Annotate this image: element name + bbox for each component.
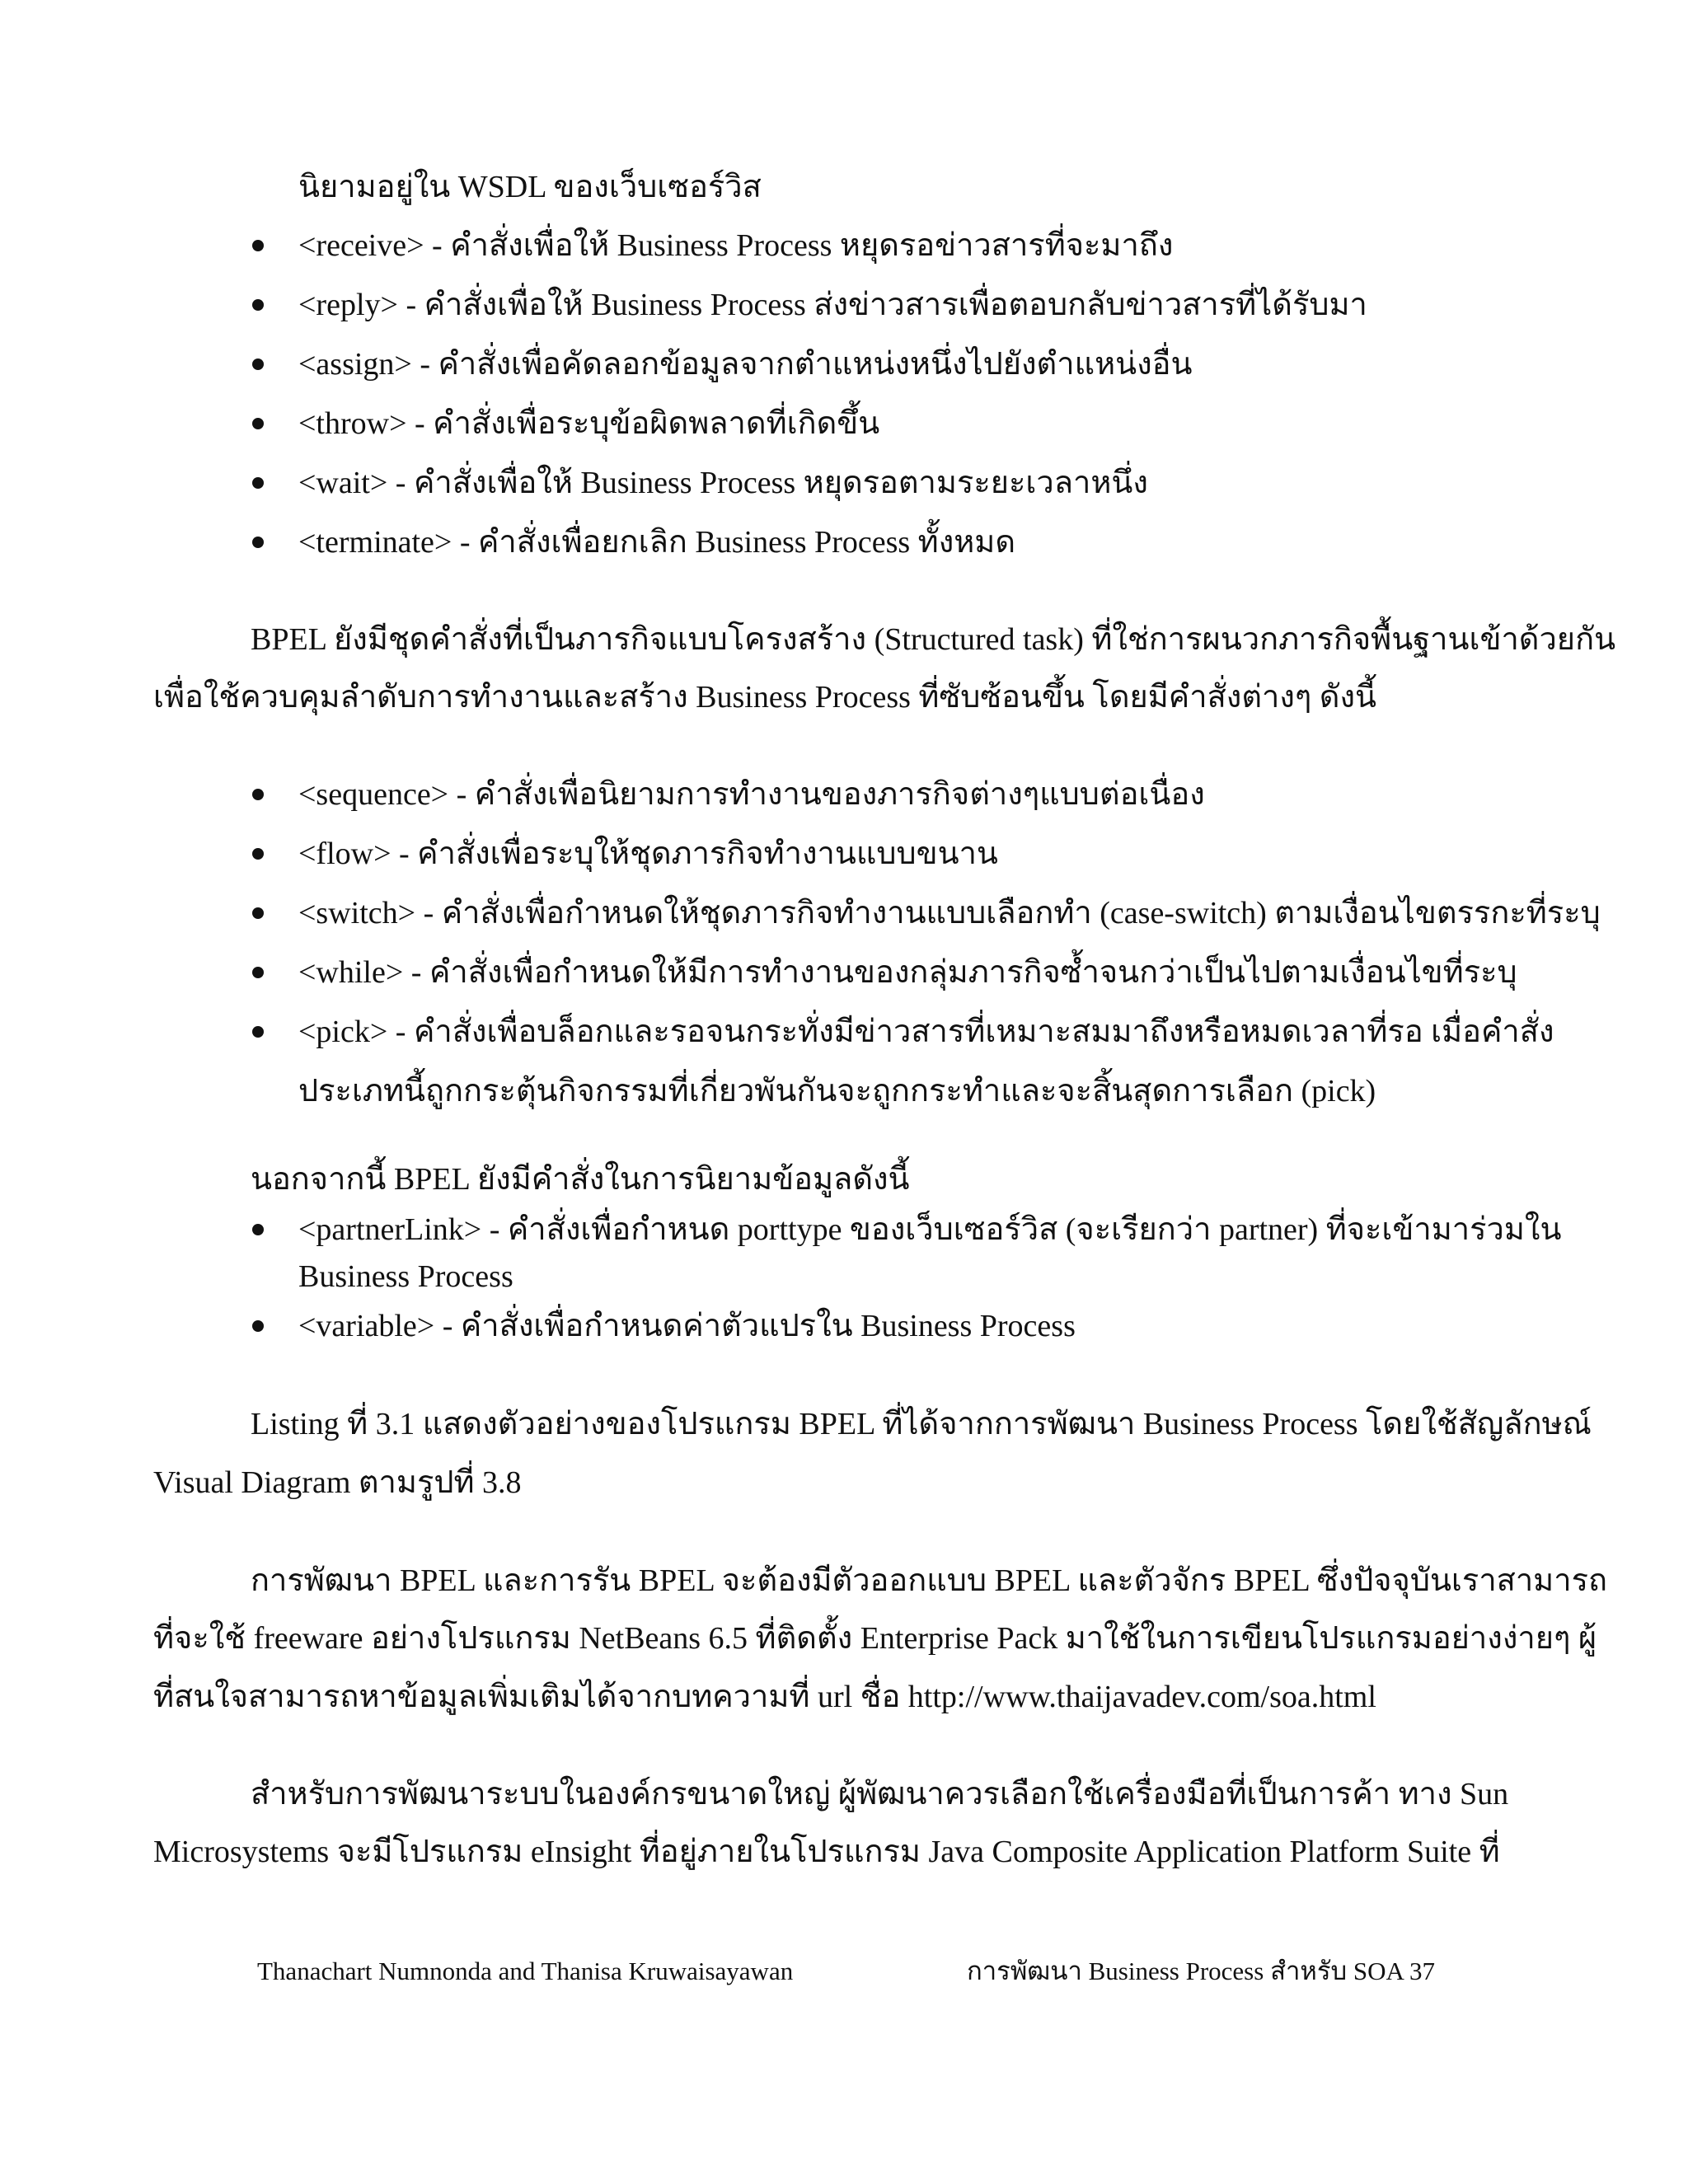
bullet-icon bbox=[252, 359, 264, 370]
list-item-continuation: ประเภทนี้ถูกกระตุ้นกิจกรรมที่เกี่ยวพันกันจะถูกกระทำและจะสิ้นสุดการเลือก (pick) bbox=[298, 1074, 1376, 1108]
paragraph-line: BPEL ยังมีชุดคำสั่งที่เป็นภารกิจแบบโครงสร้าง (Structured task) ที่ใช่การผนวกภารกิจพื้นฐานเข้าด้วยกัน bbox=[251, 622, 1616, 657]
paragraph-line: นอกจากนี้ BPEL ยังมีคำสั่งในการนิยามข้อมูลดังนี้ bbox=[251, 1162, 910, 1197]
list-item: <terminate> - คำสั่งเพื่อยกเลิก Business Process ทั้งหมด bbox=[298, 525, 1016, 560]
paragraph-line: เพื่อใช้ควบคุมลำดับการทำงานและสร้าง Business Process ที่ซับซ้อนขึ้น โดยมีคำสั่งต่างๆ ดังนี้ bbox=[153, 680, 1377, 715]
list-item: <reply> - คำสั่งเพื่อให้ Business Process ส่งข่าวสารเพื่อตอบกลับข่าวสารที่ได้รับมา bbox=[298, 288, 1367, 322]
paragraph-line: Listing ที่ 3.1 แสดงตัวอย่างของโปรแกรม BPEL ที่ได้จากการพัฒนา Business Process โดยใช้สัญลักษณ์ bbox=[251, 1407, 1592, 1441]
paragraph-line: การพัฒนา BPEL และการรัน BPEL จะต้องมีตัวออกแบบ BPEL และตัวจักร BPEL ซึ่งปัจจุบันเราสามารถ bbox=[251, 1563, 1607, 1598]
bullet-icon bbox=[252, 907, 264, 919]
paragraph-line: Visual Diagram ตามรูปที่ 3.8 bbox=[153, 1465, 522, 1500]
footer-authors: Thanachart Numnonda and Thanisa Kruwaisayawan bbox=[257, 1957, 794, 1985]
list-item: <variable> - คำสั่งเพื่อกำหนดค่าตัวแปรใน Business Process bbox=[298, 1309, 1076, 1343]
list-item: <pick> - คำสั่งเพื่อบล็อกและรอจนกระทั่งมีข่าวสารที่เหมาะสมมาถึงหรือหมดเวลาที่รอ เมื่อคำสั่ง bbox=[298, 1015, 1554, 1049]
page-number: 37 bbox=[1409, 1957, 1435, 1985]
bullet-icon bbox=[252, 1224, 264, 1235]
list-item: <assign> - คำสั่งเพื่อคัดลอกข้อมูลจากตำแหน่งหนึ่งไปยังตำแหน่งอื่น bbox=[298, 347, 1193, 382]
list-item: <receive> - คำสั่งเพื่อให้ Business Process หยุดรอข่าวสารที่จะมาถึง bbox=[298, 228, 1174, 263]
bullet-icon bbox=[252, 789, 264, 800]
bullet-icon bbox=[252, 967, 264, 978]
list-item: <sequence> - คำสั่งเพื่อนิยามการทำงานของภารกิจต่างๆแบบต่อเนื่อง bbox=[298, 777, 1205, 812]
bullet-icon bbox=[252, 477, 264, 489]
bullet-icon bbox=[252, 299, 264, 311]
list-item: <switch> - คำสั่งเพื่อกำหนดให้ชุดภารกิจทำงานแบบเลือกทำ (case-switch) ตามเงื่อนไขตรรกะที่ระบุ bbox=[298, 896, 1601, 930]
bullet-icon bbox=[252, 418, 264, 429]
intro-continuation: นิยามอยู่ใน WSDL ของเว็บเซอร์วิส bbox=[298, 170, 762, 204]
bullet-icon bbox=[252, 240, 264, 251]
paragraph-line: ที่จะใช้ freeware อย่างโปรแกรม NetBeans 6.5 ที่ติดตั้ง Enterprise Pack มาใช้ในการเขียนโปรแกรมอย่างง่ายๆ ผู้ bbox=[153, 1621, 1597, 1656]
paragraph-line: สำหรับการพัฒนาระบบในองค์กรขนาดใหญ่ ผู้พัฒนาควรเลือกใช้เครื่องมือที่เป็นการค้า ทาง Sun bbox=[251, 1777, 1509, 1811]
list-item: <wait> - คำสั่งเพื่อให้ Business Process หยุดรอตามระยะเวลาหนึ่ง bbox=[298, 466, 1148, 500]
paragraph-line: ที่สนใจสามารถหาข้อมูลเพิ่มเติมได้จากบทความที่ url ชื่อ http://www.thaijavadev.com/soa.html bbox=[153, 1680, 1376, 1714]
list-item-continuation: Business Process bbox=[298, 1259, 513, 1294]
list-item: <flow> - คำสั่งเพื่อระบุให้ชุดภารกิจทำงานแบบขนาน bbox=[298, 837, 998, 871]
bullet-icon bbox=[252, 848, 264, 860]
list-item: <partnerLink> - คำสั่งเพื่อกำหนด porttype ของเว็บเซอร์วิส (จะเรียกว่า partner) ที่จะเข้ามาร่วมใน bbox=[298, 1212, 1562, 1247]
bullet-icon bbox=[252, 537, 264, 548]
paragraph-line: Microsystems จะมีโปรแกรม eInsight ที่อยู่ภายในโปรแกรม Java Composite Application Platform Suite ที่ bbox=[153, 1835, 1500, 1869]
list-item: <throw> - คำสั่งเพื่อระบุข้อผิดพลาดที่เกิดขึ้น bbox=[298, 406, 880, 441]
list-item: <while> - คำสั่งเพื่อกำหนดให้มีการทำงานของกลุ่มภารกิจซ้ำจนกว่าเป็นไปตามเงื่อนไขที่ระบุ bbox=[298, 955, 1517, 990]
bullet-icon bbox=[252, 1026, 264, 1038]
footer-title: การพัฒนา Business Process สำหรับ SOA bbox=[967, 1957, 1404, 1985]
bullet-icon bbox=[252, 1320, 264, 1332]
